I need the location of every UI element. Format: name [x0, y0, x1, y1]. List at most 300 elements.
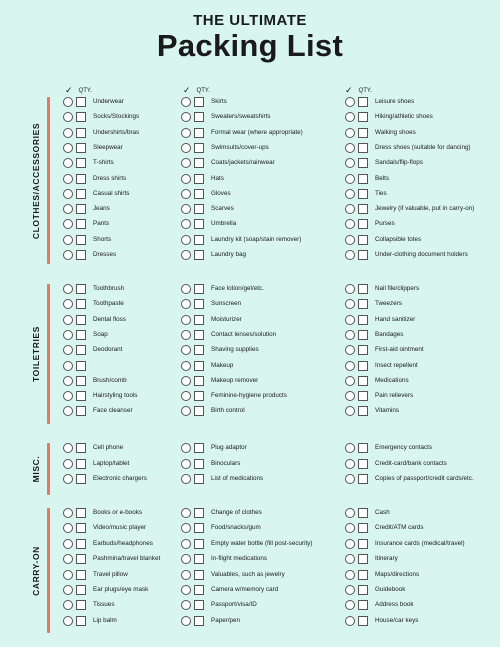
list-item	[345, 219, 395, 229]
check-circle[interactable]	[345, 376, 355, 386]
qty-box[interactable]	[76, 616, 86, 626]
qty-box[interactable]	[358, 204, 368, 214]
check-circle[interactable]	[63, 570, 73, 580]
item-label: First-aid ointment	[375, 346, 424, 354]
item-label: Sleepwear	[93, 143, 123, 151]
item-label: Coats/jackets/rainwear	[211, 159, 275, 167]
qty-box[interactable]	[194, 97, 204, 107]
list-item	[345, 143, 471, 153]
check-circle[interactable]	[345, 406, 355, 416]
item-label: Laptop/tablet	[93, 459, 130, 467]
item-label: Sunscreen	[211, 300, 242, 308]
item-label: List of medications	[211, 475, 264, 482]
list-item	[181, 112, 271, 122]
qty-box[interactable]	[358, 539, 368, 549]
item-label: Skirts	[211, 98, 227, 105]
list-item	[345, 189, 387, 199]
qty-box[interactable]	[76, 158, 86, 168]
check-circle[interactable]	[181, 299, 191, 309]
list-item	[345, 174, 389, 184]
qty-box[interactable]	[76, 406, 86, 416]
list-item	[181, 315, 242, 325]
qty-box[interactable]	[358, 361, 368, 371]
check-circle[interactable]	[63, 284, 73, 294]
item-label: Birth control	[211, 407, 245, 415]
list-item	[181, 554, 267, 564]
qty-box[interactable]	[194, 361, 204, 371]
check-circle[interactable]	[345, 315, 355, 325]
check-circle[interactable]	[345, 570, 355, 580]
item-label: Feminine-hygiene products	[211, 392, 287, 400]
item-label: Leisure shoes	[375, 98, 415, 105]
check-circle[interactable]	[181, 391, 191, 401]
item-label: Purses	[375, 220, 395, 228]
section-label: MISC.	[31, 455, 41, 483]
item-label: Belts	[375, 174, 389, 182]
list-item	[63, 570, 128, 580]
qty-box[interactable]	[358, 600, 368, 610]
item-label: Face lotion/gel/etc.	[211, 285, 264, 292]
qty-box[interactable]	[358, 570, 368, 580]
check-circle[interactable]	[345, 391, 355, 401]
qty-box[interactable]	[76, 523, 86, 533]
check-circle[interactable]	[181, 158, 191, 168]
check-circle[interactable]	[181, 143, 191, 153]
qty-box[interactable]	[358, 299, 368, 309]
check-circle[interactable]	[345, 189, 355, 199]
item-label: Sweaters/sweatshirts	[211, 113, 271, 121]
check-circle[interactable]	[181, 361, 191, 371]
qty-box[interactable]	[76, 250, 86, 260]
qty-box[interactable]	[194, 330, 204, 340]
check-circle[interactable]	[181, 189, 191, 199]
check-circle[interactable]	[345, 219, 355, 229]
check-circle[interactable]	[181, 284, 191, 294]
check-circle[interactable]	[63, 600, 73, 610]
list-item	[181, 406, 245, 416]
qty-box[interactable]	[194, 406, 204, 416]
qty-box[interactable]	[194, 235, 204, 245]
list-item	[181, 508, 262, 518]
list-item	[345, 330, 403, 340]
qty-label: QTY.	[358, 87, 372, 94]
qty-box[interactable]	[76, 128, 86, 138]
item-label: Camera w/memory card	[211, 586, 279, 593]
check-circle[interactable]	[345, 459, 355, 469]
qty-box[interactable]	[76, 330, 86, 340]
qty-box[interactable]	[76, 284, 86, 294]
qty-box[interactable]	[358, 616, 368, 626]
qty-box[interactable]	[194, 508, 204, 518]
qty-box[interactable]	[76, 219, 86, 229]
qty-box[interactable]	[76, 112, 86, 122]
qty-box[interactable]	[358, 315, 368, 325]
check-circle[interactable]	[345, 284, 355, 294]
list-item	[345, 616, 418, 626]
item-label: Itinerary	[375, 555, 398, 563]
qty-box[interactable]	[194, 299, 204, 309]
list-item	[345, 158, 423, 168]
check-circle[interactable]	[181, 97, 191, 107]
check-circle[interactable]	[345, 128, 355, 138]
qty-box[interactable]	[358, 508, 368, 518]
item-label: Nail file/clippers	[375, 285, 420, 292]
check-circle[interactable]	[63, 391, 73, 401]
list-item	[181, 376, 258, 386]
list-item	[345, 250, 468, 260]
item-label: Collapsible totes	[375, 235, 422, 243]
qty-box[interactable]	[358, 443, 368, 453]
list-item	[345, 376, 409, 386]
check-circle[interactable]	[63, 361, 73, 371]
check-icon: ✓	[345, 85, 353, 95]
list-item	[181, 391, 287, 401]
qty-box[interactable]	[358, 174, 368, 184]
check-circle[interactable]	[345, 174, 355, 184]
qty-box[interactable]	[358, 459, 368, 469]
qty-box[interactable]	[194, 174, 204, 184]
list-item	[63, 361, 93, 371]
qty-box[interactable]	[358, 189, 368, 199]
check-circle[interactable]	[345, 585, 355, 595]
section-accent-bar	[47, 97, 50, 264]
item-label: Brush/comb	[93, 376, 127, 384]
list-item	[345, 315, 415, 325]
check-circle[interactable]	[181, 459, 191, 469]
check-circle[interactable]	[345, 330, 355, 340]
qty-box[interactable]	[76, 189, 86, 199]
check-circle[interactable]	[181, 250, 191, 260]
item-label: Dress shoes (suitable for dancing)	[375, 143, 471, 151]
check-circle[interactable]	[181, 443, 191, 453]
check-circle[interactable]	[181, 376, 191, 386]
qty-box[interactable]	[194, 459, 204, 469]
check-circle[interactable]	[345, 235, 355, 245]
check-circle[interactable]	[63, 616, 73, 626]
check-circle[interactable]	[63, 330, 73, 340]
check-circle[interactable]	[181, 315, 191, 325]
check-circle[interactable]	[345, 443, 355, 453]
list-item	[63, 474, 147, 484]
check-circle[interactable]	[181, 204, 191, 214]
list-item	[345, 299, 402, 309]
qty-box[interactable]	[194, 345, 204, 355]
list-item	[181, 128, 303, 138]
qty-box[interactable]	[194, 523, 204, 533]
list-item	[181, 143, 269, 153]
qty-box[interactable]	[194, 284, 204, 294]
list-item	[181, 523, 261, 533]
item-label: T-shirts	[93, 159, 114, 167]
qty-box[interactable]	[76, 508, 86, 518]
item-label: Pashmina/travel blanket	[93, 555, 161, 563]
check-circle[interactable]	[345, 523, 355, 533]
qty-box[interactable]	[76, 600, 86, 610]
qty-box[interactable]	[76, 443, 86, 453]
check-circle[interactable]	[63, 315, 73, 325]
qty-box[interactable]	[76, 315, 86, 325]
list-item	[63, 315, 126, 325]
item-label: Books or e-books	[93, 509, 143, 516]
qty-box[interactable]	[76, 585, 86, 595]
check-circle[interactable]	[345, 600, 355, 610]
qty-box[interactable]	[194, 128, 204, 138]
qty-label: QTY.	[78, 87, 92, 94]
qty-box[interactable]	[76, 235, 86, 245]
qty-box[interactable]	[194, 600, 204, 610]
list-item	[63, 128, 139, 138]
check-circle[interactable]	[181, 508, 191, 518]
qty-box[interactable]	[76, 174, 86, 184]
list-item	[181, 616, 240, 626]
list-item	[63, 219, 109, 229]
qty-box[interactable]	[194, 143, 204, 153]
list-item	[63, 554, 160, 564]
item-label: Guidebook	[375, 586, 406, 593]
check-circle[interactable]	[181, 112, 191, 122]
list-item	[181, 570, 285, 580]
qty-box[interactable]	[358, 406, 368, 416]
qty-box[interactable]	[358, 391, 368, 401]
check-circle[interactable]	[181, 523, 191, 533]
item-label: Address book	[375, 601, 414, 609]
list-item	[345, 345, 424, 355]
list-item	[345, 406, 399, 416]
check-circle[interactable]	[63, 474, 73, 484]
item-label: Dental floss	[93, 315, 126, 323]
qty-box[interactable]	[76, 97, 86, 107]
list-item	[181, 174, 224, 184]
qty-box[interactable]	[358, 158, 368, 168]
list-item	[345, 128, 416, 138]
list-item	[345, 361, 418, 371]
item-label: Food/snacks/gum	[211, 524, 261, 532]
list-item	[63, 284, 124, 294]
item-label: Electronic chargers	[93, 475, 147, 482]
check-circle[interactable]	[345, 204, 355, 214]
item-label: Sandals/flip-flops	[375, 159, 423, 167]
list-item	[181, 361, 233, 371]
check-circle[interactable]	[63, 158, 73, 168]
check-circle[interactable]	[345, 554, 355, 564]
check-circle[interactable]	[63, 443, 73, 453]
check-circle[interactable]	[63, 235, 73, 245]
item-label: In-flight medications	[211, 555, 267, 563]
qty-box[interactable]	[76, 570, 86, 580]
qty-box[interactable]	[76, 539, 86, 549]
item-label: Insurance cards (medical/travel)	[375, 539, 465, 547]
qty-box[interactable]	[358, 554, 368, 564]
qty-box[interactable]	[358, 523, 368, 533]
check-circle[interactable]	[181, 235, 191, 245]
section-label: CARRY-ON	[31, 545, 41, 596]
qty-box[interactable]	[76, 554, 86, 564]
qty-box[interactable]	[358, 474, 368, 484]
check-circle[interactable]	[181, 554, 191, 564]
qty-box[interactable]	[194, 554, 204, 564]
qty-box[interactable]	[76, 391, 86, 401]
qty-box[interactable]	[76, 143, 86, 153]
check-circle[interactable]	[63, 299, 73, 309]
check-circle[interactable]	[181, 128, 191, 138]
qty-box[interactable]	[194, 570, 204, 580]
item-label: Soap	[93, 330, 108, 338]
item-label: Travel pillow	[93, 570, 128, 578]
item-label: Contact lenses/solution	[211, 330, 277, 338]
list-item	[63, 235, 111, 245]
check-circle[interactable]	[63, 112, 73, 122]
qty-box[interactable]	[194, 250, 204, 260]
check-circle[interactable]	[63, 250, 73, 260]
qty-box[interactable]	[76, 459, 86, 469]
item-label: Shorts	[93, 235, 112, 243]
check-circle[interactable]	[63, 585, 73, 595]
list-item	[181, 219, 236, 229]
item-label: Cell phone	[93, 444, 124, 451]
item-label: Face cleanser	[93, 407, 133, 415]
check-circle[interactable]	[181, 600, 191, 610]
item-label: Credit/ATM cards	[375, 524, 424, 532]
list-item	[63, 585, 148, 595]
qty-box[interactable]	[76, 299, 86, 309]
item-label: Dresses	[93, 251, 117, 258]
check-circle[interactable]	[63, 219, 73, 229]
qty-box[interactable]	[358, 345, 368, 355]
check-circle[interactable]	[63, 523, 73, 533]
check-circle[interactable]	[345, 97, 355, 107]
qty-box[interactable]	[358, 128, 368, 138]
qty-box[interactable]	[194, 204, 204, 214]
item-label: Pain relievers	[375, 392, 414, 400]
qty-box[interactable]	[194, 443, 204, 453]
list-item	[63, 459, 129, 469]
qty-box[interactable]	[358, 376, 368, 386]
item-label: Tissues	[93, 601, 115, 609]
item-label: Makeup	[211, 361, 234, 369]
qty-box[interactable]	[194, 315, 204, 325]
check-circle[interactable]	[63, 508, 73, 518]
list-item	[181, 474, 263, 484]
qty-box[interactable]	[76, 345, 86, 355]
qty-box[interactable]	[358, 250, 368, 260]
qty-box[interactable]	[358, 112, 368, 122]
qty-box[interactable]	[358, 330, 368, 340]
list-item	[63, 112, 139, 122]
qty-box[interactable]	[358, 585, 368, 595]
item-label: Formal wear (where appropriate)	[211, 128, 303, 136]
item-label: Walking shoes	[375, 128, 416, 136]
check-circle[interactable]	[181, 539, 191, 549]
check-circle[interactable]	[345, 508, 355, 518]
list-item	[181, 204, 234, 214]
list-item	[181, 585, 278, 595]
item-label: Lip balm	[93, 616, 117, 624]
check-circle[interactable]	[181, 616, 191, 626]
check-circle[interactable]	[63, 345, 73, 355]
check-circle[interactable]	[345, 361, 355, 371]
check-circle[interactable]	[181, 174, 191, 184]
check-circle[interactable]	[63, 174, 73, 184]
check-circle[interactable]	[345, 143, 355, 153]
item-label: Jeans	[93, 205, 110, 213]
qty-box[interactable]	[76, 204, 86, 214]
check-circle[interactable]	[63, 539, 73, 549]
qty-box[interactable]	[194, 391, 204, 401]
list-item	[63, 143, 123, 153]
item-label: Gloves	[211, 189, 231, 197]
list-item	[345, 391, 413, 401]
qty-box[interactable]	[358, 97, 368, 107]
list-item	[63, 523, 146, 533]
check-circle[interactable]	[63, 376, 73, 386]
qty-box[interactable]	[76, 361, 86, 371]
list-item	[345, 112, 433, 122]
check-circle[interactable]	[63, 97, 73, 107]
qty-box[interactable]	[358, 143, 368, 153]
qty-box[interactable]	[358, 284, 368, 294]
check-circle[interactable]	[345, 539, 355, 549]
check-circle[interactable]	[63, 459, 73, 469]
check-circle[interactable]	[181, 585, 191, 595]
item-label: Hand sanitizer	[375, 315, 416, 323]
check-circle[interactable]	[181, 406, 191, 416]
qty-box[interactable]	[194, 219, 204, 229]
item-label: Umbrella	[211, 220, 237, 228]
qty-box[interactable]	[194, 539, 204, 549]
list-item	[63, 330, 108, 340]
qty-box[interactable]	[76, 474, 86, 484]
list-item	[63, 616, 117, 626]
qty-box[interactable]	[194, 158, 204, 168]
check-circle[interactable]	[181, 570, 191, 580]
check-circle[interactable]	[345, 158, 355, 168]
qty-box[interactable]	[194, 376, 204, 386]
qty-box[interactable]	[358, 219, 368, 229]
check-circle[interactable]	[181, 345, 191, 355]
check-circle[interactable]	[63, 128, 73, 138]
check-circle[interactable]	[345, 299, 355, 309]
check-circle[interactable]	[181, 219, 191, 229]
check-circle[interactable]	[63, 204, 73, 214]
check-circle[interactable]	[181, 474, 191, 484]
check-circle[interactable]	[345, 250, 355, 260]
check-circle[interactable]	[345, 616, 355, 626]
qty-label: QTY.	[196, 87, 210, 94]
list-item	[345, 235, 421, 245]
check-circle[interactable]	[63, 189, 73, 199]
item-label: Emergency contacts	[375, 444, 433, 451]
list-item	[181, 600, 257, 610]
check-circle[interactable]	[345, 112, 355, 122]
list-item	[63, 174, 126, 184]
item-label: Passport/visa/ID	[211, 601, 257, 609]
check-circle[interactable]	[181, 330, 191, 340]
qty-box[interactable]	[194, 474, 204, 484]
check-circle[interactable]	[63, 143, 73, 153]
list-item	[181, 539, 312, 549]
check-circle[interactable]	[63, 554, 73, 564]
qty-box[interactable]	[194, 616, 204, 626]
check-circle[interactable]	[345, 474, 355, 484]
qty-box[interactable]	[194, 189, 204, 199]
qty-box[interactable]	[76, 376, 86, 386]
qty-box[interactable]	[194, 112, 204, 122]
check-circle[interactable]	[63, 406, 73, 416]
qty-box[interactable]	[194, 585, 204, 595]
item-label: Bandages	[375, 330, 404, 338]
qty-box[interactable]	[358, 235, 368, 245]
check-circle[interactable]	[345, 345, 355, 355]
